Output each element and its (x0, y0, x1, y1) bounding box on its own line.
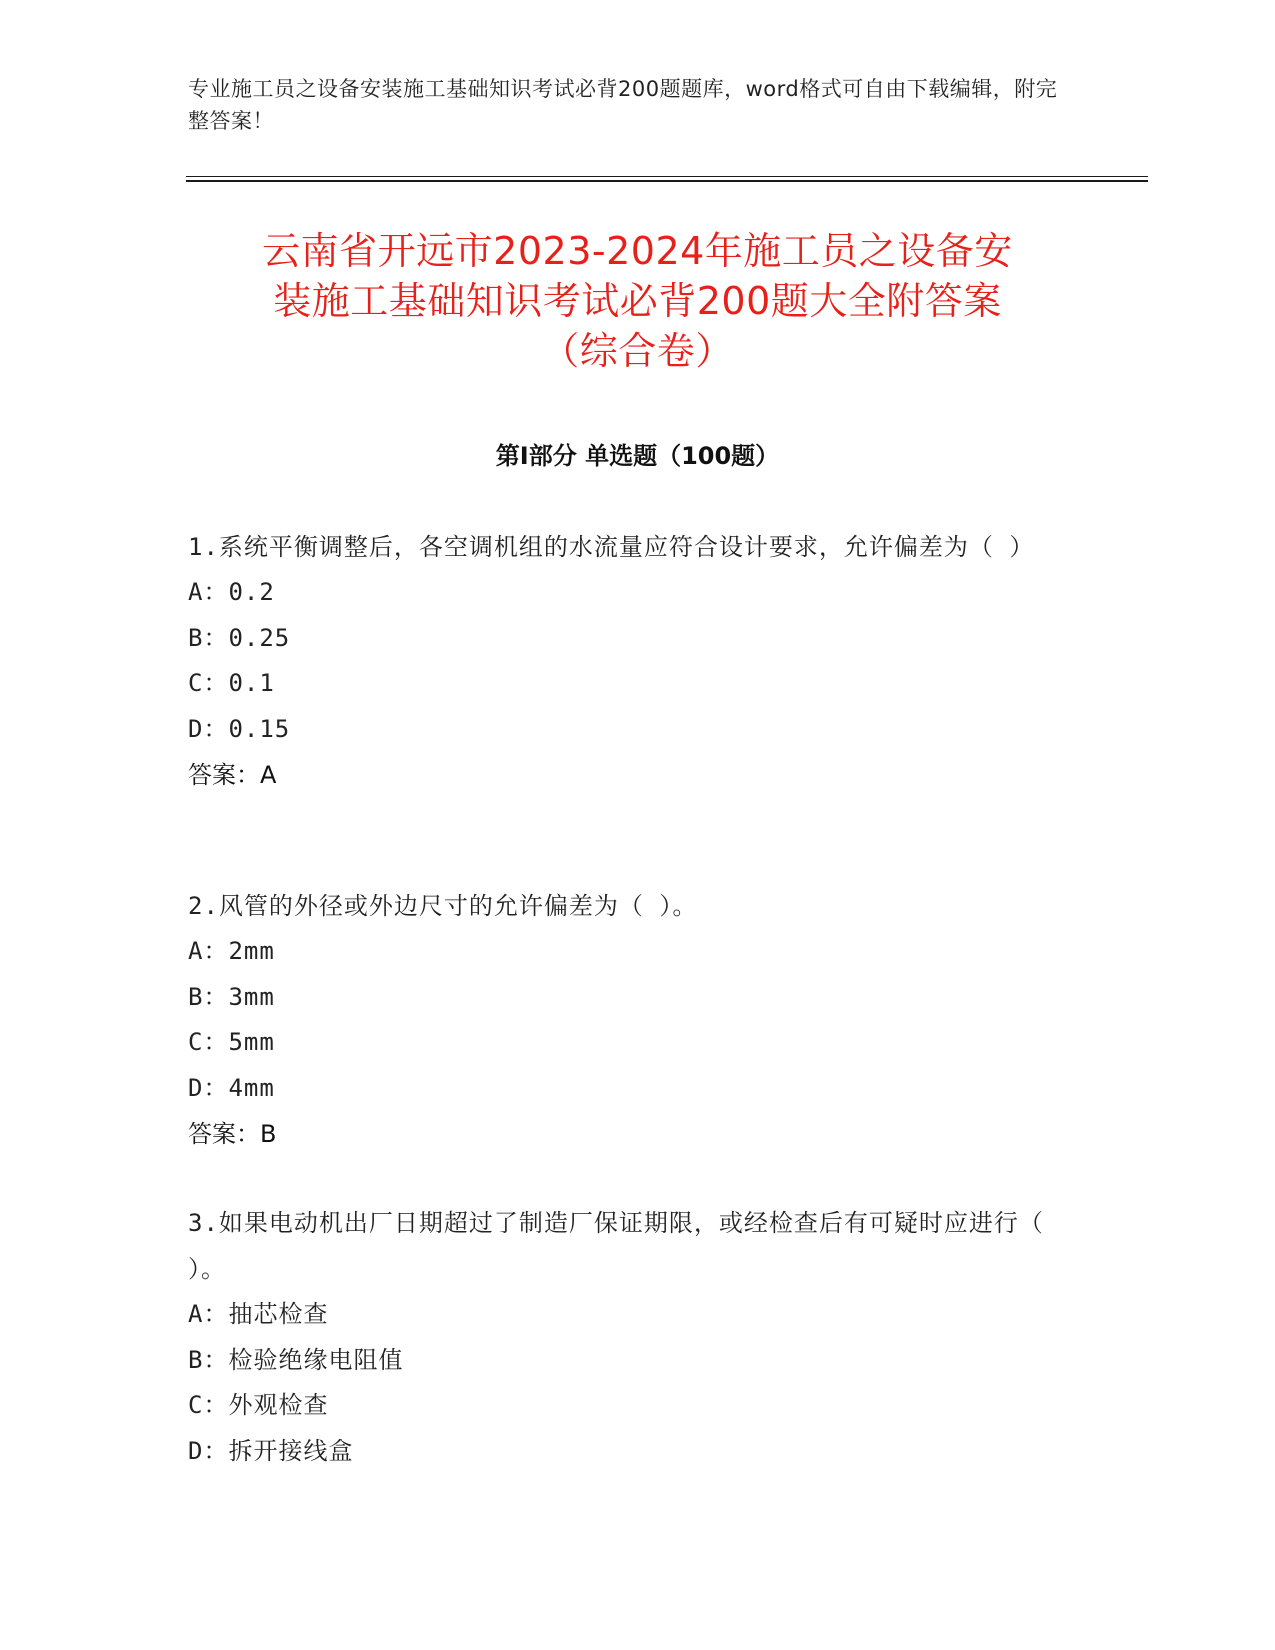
question-stem: 1.系统平衡调整后，各空调机组的水流量应符合设计要求，允许偏差为（ ） (188, 533, 1035, 561)
answer: 答案：B (188, 1120, 277, 1148)
option-c: C：外观检查 (188, 1391, 329, 1419)
option-c: C：5mm (188, 1028, 275, 1056)
title-line-3: （综合卷） (541, 329, 734, 373)
header-divider-thick (186, 180, 1148, 182)
question-2 (188, 883, 1068, 1157)
option-c: C：0.1 (188, 669, 275, 697)
option-b: B：3mm (188, 982, 275, 1011)
option-d: D：4mm (188, 1073, 275, 1102)
option-a: A：0.2 (188, 578, 275, 606)
question-stem: 2.风管的外径或外边尺寸的允许偏差为（ ）。 (188, 892, 698, 920)
document-title (150, 226, 1125, 376)
option-a: A：抽芯检查 (188, 1300, 329, 1328)
option-d: D：0.15 (188, 714, 291, 743)
section-title: 第Ⅰ部分 单选题（100题） (495, 442, 780, 470)
question-1 (188, 524, 1068, 798)
header-divider-thin (186, 176, 1148, 177)
question-3 (188, 1200, 1068, 1474)
option-b: B：0.25 (188, 623, 291, 652)
option-d: D：拆开接线盒 (188, 1436, 354, 1465)
answer: 答案：A (188, 761, 277, 789)
option-b: B：检验绝缘电阻值 (188, 1345, 404, 1374)
title-line-2: 装施工基础知识考试必背200题大全附答案 (273, 279, 1002, 323)
title-line-1: 云南省开远市2023-2024年施工员之设备安 (262, 229, 1013, 273)
option-a: A：2mm (188, 937, 275, 965)
question-stem: 3.如果电动机出厂日期超过了制造厂保证期限，或经检查后有可疑时应进行（ ）。 (188, 1209, 1044, 1283)
header-note: 专业施工员之设备安装施工基础知识考试必背200题题库，word格式可自由下载编辑，附完整答案！ (188, 77, 1058, 133)
